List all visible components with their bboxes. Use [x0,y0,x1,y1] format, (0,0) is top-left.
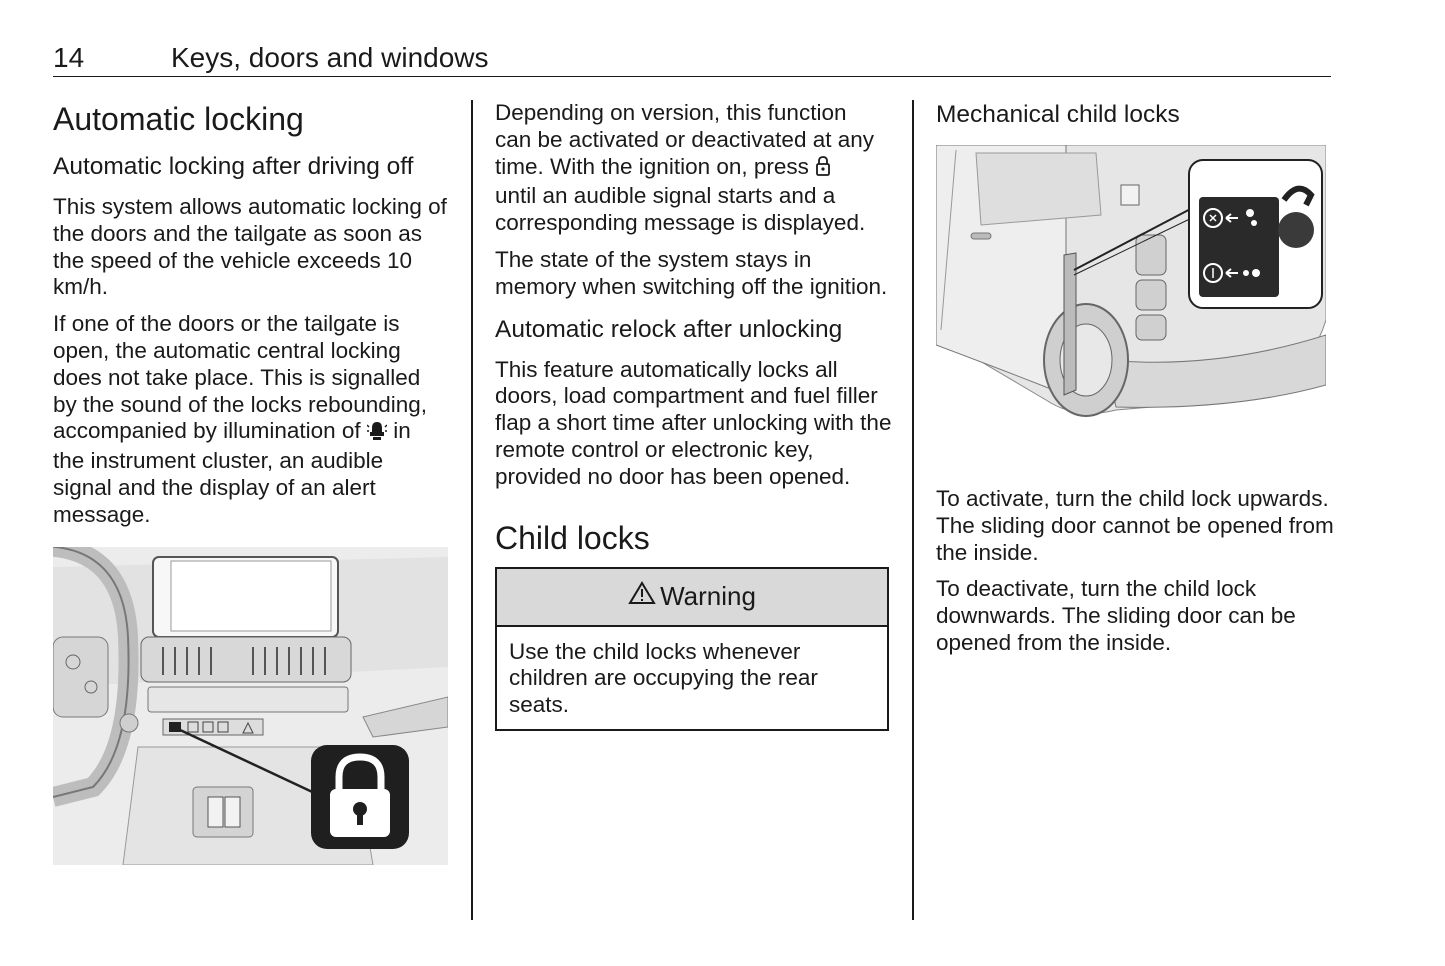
column-3 [936,100,1331,142]
paragraph: To activate, turn the child lock upwards. The sliding door cannot be opened from the inside. [936,486,1334,565]
section-subtitle: Automatic relock after unlocking [495,315,843,343]
paragraph: This feature automatically locks all doors, load compartment and fuel filler flap a short time after unlocking with the remote control or electronic key, provided no door has been opened. [495,356,892,489]
text-line: signal and the display of an alert [53,474,376,500]
section-title: Automatic locking [53,101,304,137]
section-subtitle: Mechanical child locks [936,101,1180,128]
text-line: accompanied by illumination of [53,418,361,444]
column-divider [471,100,473,920]
chapter-title: Keys, doors and windows [171,42,489,73]
paragraph: To deactivate, turn the child lock downwards. The sliding door can be opened from the inside. [936,576,1296,655]
page-number: 14 [53,42,85,73]
text-line: by the sound of the locks rebounding, [53,391,428,417]
section-title: Child locks [495,519,650,556]
column-3-text [936,486,1336,667]
warning-header [497,569,887,627]
warning-triangle-icon [628,581,656,612]
door-open-warning-icon [367,419,387,448]
text-line: can be activated or deactivated at any [495,126,874,152]
text-line: open, the automatic central locking [53,337,401,363]
text-line: If one of the doors or the tailgate is [53,311,400,337]
column-1 [53,100,453,539]
warning-text: Use the child locks whenever children are occupying the rear seats. [509,638,818,718]
warning-box [495,567,889,731]
dashboard-illustration [53,547,448,865]
text-line: corresponding message is displayed. [495,210,866,236]
text-line: until an audible signal starts and a [495,183,836,209]
lock-button-icon [815,155,831,184]
text-line: Depending on version, this function [495,100,847,125]
text-line: message. [53,501,151,527]
column-divider [912,100,914,920]
paragraph: This system allows automatic locking of the doors and the tailgate as soon as the speed of the vehicle exceeds 10 km/h. [53,194,447,300]
paragraph [53,311,453,528]
paragraph [495,100,895,237]
column-2 [495,100,895,731]
van-rear-illustration [936,145,1326,425]
text-line: does not take place. This is signalled [53,364,421,390]
paragraph: The state of the system stays in memory when switching off the ignition. [495,246,888,299]
warning-label: Warning [660,581,756,612]
text-line: the instrument cluster, an audible [53,448,384,474]
section-subtitle: Automatic locking after driving off [53,153,414,180]
text-fragment: in [386,418,411,444]
page-header [53,42,1331,77]
text-line: time. With the ignition on, press [495,153,809,179]
